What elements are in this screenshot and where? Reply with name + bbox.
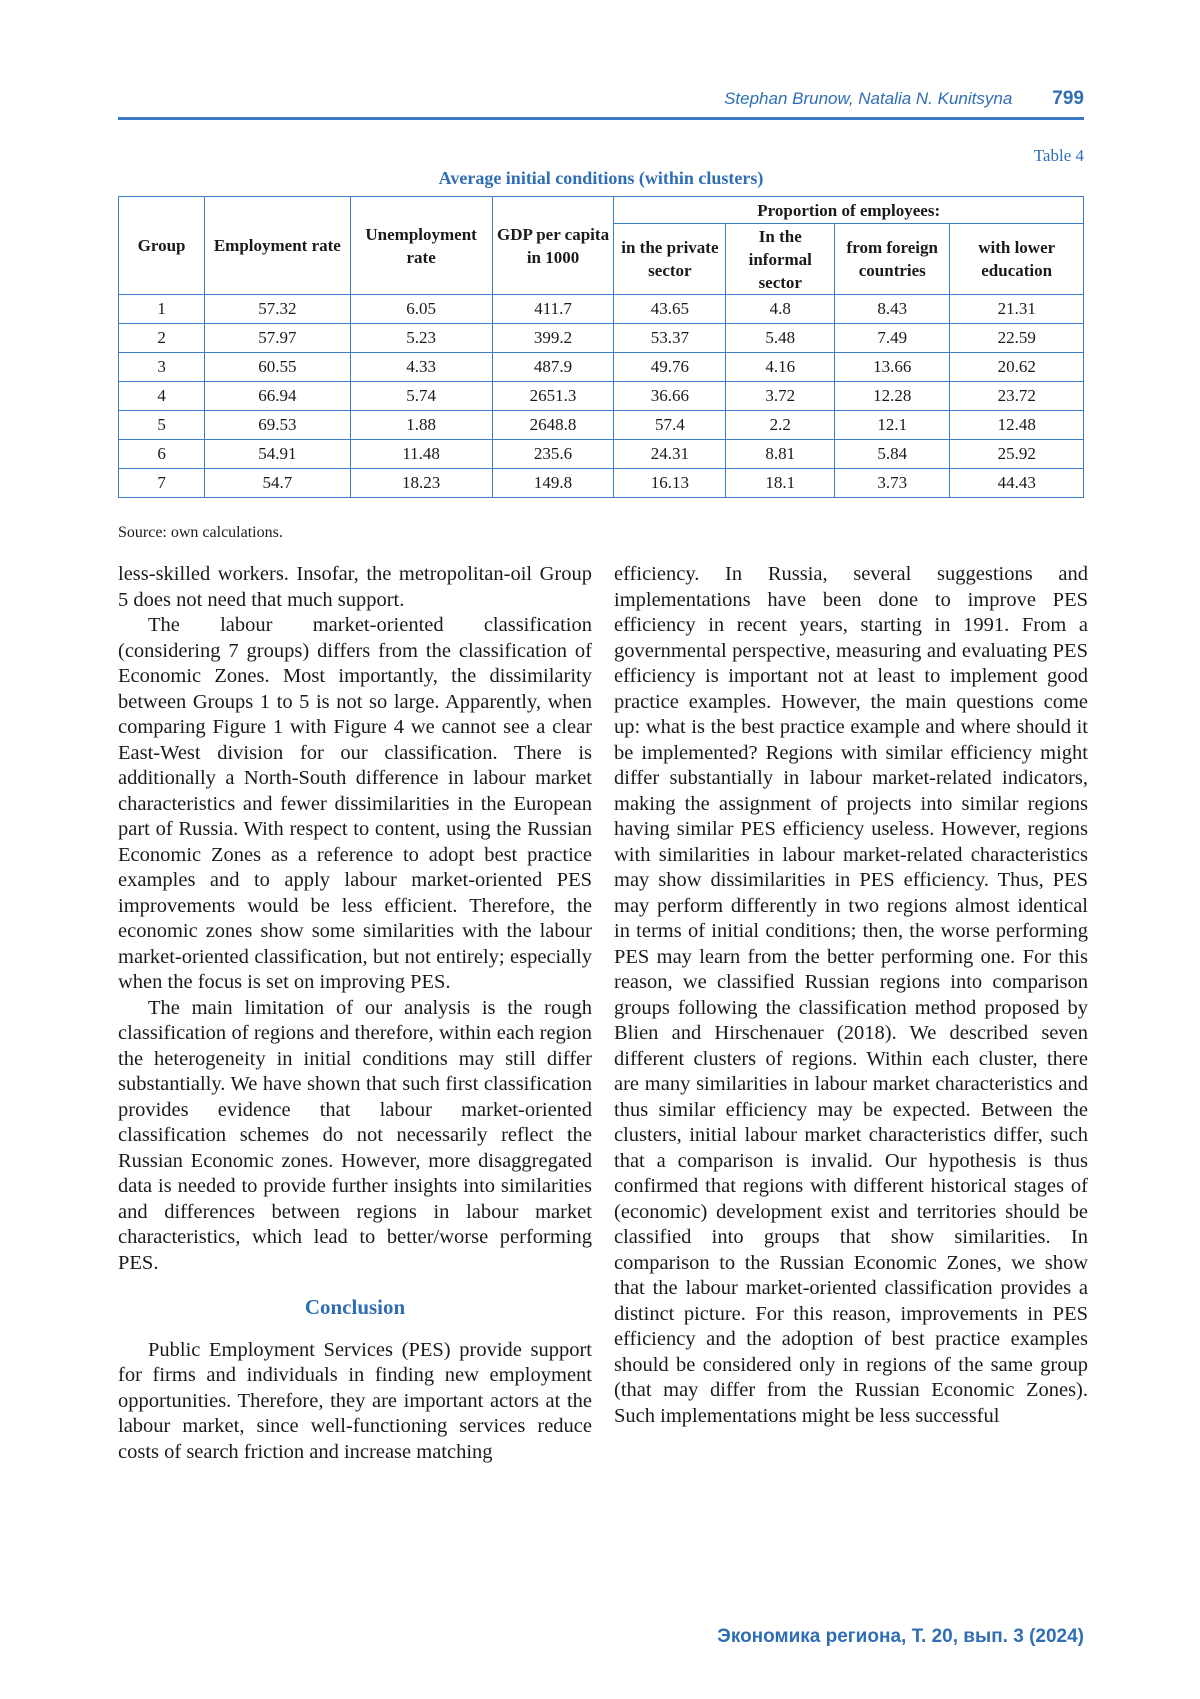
table-cell: 57.97 bbox=[205, 324, 350, 353]
paragraph: efficiency. In Russia, several suggestions and implementations have been done to improve PES efficiency in recent years, starting in 1991. From a governmental perspective, measuring and evaluating PES efficiency is important not at least to implement good practice examples. However, the main questions come up: what is the best practice example and where should it be implemented? Regions with similar efficiency might differ substantially in labour market-related indicators, making the assignment of projects into similar regions having similar PES efficiency useless. However, regions with similarities in labour market-related characteristics may show dissimilarities in PES efficiency. Thus, PES may perform differently in two regions almost identical in terms of initial conditions; then, the worse performing PES may learn from the better performing one. For this reason, we classified Russian regions into comparison groups following the classification method proposed by Blien and Hirschenauer (2018). We described seven different clusters of regions. Within each cluster, there are many similarities in labour market characteristics and thus similar efficiency may be expected. Between the clusters, initial labour market characteristics differ, such that a comparison is invalid. Our hypothesis is thus confirmed that regions with different historical stages of (economic) development exist and territories should be classified into groups that show similarities. In comparison to the Russian Economic Zones, we show that the labour market-oriented classification provides a distinct picture. For this reason, improvements in PES efficiency and the adoption of best practice examples should be considered only in regions of the same group (that may differ from the Russian Economic Zones). Such implementations might be less successful bbox=[614, 563, 1088, 1427]
table-source: Source: own calculations. bbox=[118, 524, 283, 541]
table-cell: 8.43 bbox=[835, 295, 950, 324]
table-cell: 6 bbox=[119, 440, 205, 469]
page-number: 799 bbox=[1052, 88, 1084, 109]
table-cell: 1.88 bbox=[350, 411, 492, 440]
table-cell: 4 bbox=[119, 382, 205, 411]
header-foreign-countries: from foreign countries bbox=[835, 224, 950, 295]
table-cell: 23.72 bbox=[950, 382, 1084, 411]
table-cell: 11.48 bbox=[350, 440, 492, 469]
table-row bbox=[119, 324, 1084, 353]
table-cell: 5.48 bbox=[726, 324, 835, 353]
table-cell: 2.2 bbox=[726, 411, 835, 440]
table-cell: 399.2 bbox=[492, 324, 614, 353]
table-cell: 2648.8 bbox=[492, 411, 614, 440]
table-cell: 3.72 bbox=[726, 382, 835, 411]
table-cell: 4.8 bbox=[726, 295, 835, 324]
table-row bbox=[119, 353, 1084, 382]
table-cell: 36.66 bbox=[614, 382, 726, 411]
paragraph: Public Employment Services (PES) provide support for firms and individuals in finding new employment opportunities. Therefore, they are important actors at the labour market, since well-functioning services reduce costs of search friction and increase matching bbox=[118, 1338, 592, 1463]
table-cell: 54.91 bbox=[205, 440, 350, 469]
table-cell: 18.23 bbox=[350, 469, 492, 498]
table-cell: 16.13 bbox=[614, 469, 726, 498]
journal-footer: Экономика региона, Т. 20, вып. 3 (2024) bbox=[717, 1626, 1084, 1647]
table-cell: 8.81 bbox=[726, 440, 835, 469]
table-cell: 149.8 bbox=[492, 469, 614, 498]
header-authors: Stephan Brunow, Natalia N. Kunitsyna bbox=[724, 89, 1013, 108]
header-gdp-per-capita: GDP per capita in 1000 bbox=[492, 197, 614, 295]
table-cell: 4.16 bbox=[726, 353, 835, 382]
table-cell: 20.62 bbox=[950, 353, 1084, 382]
table-cell: 60.55 bbox=[205, 353, 350, 382]
table-row bbox=[119, 469, 1084, 498]
table-cell: 6.05 bbox=[350, 295, 492, 324]
table-cell: 12.28 bbox=[835, 382, 950, 411]
table-cell: 53.37 bbox=[614, 324, 726, 353]
header-unemployment-rate: Unemployment rate bbox=[350, 197, 492, 295]
table-cell: 4.33 bbox=[350, 353, 492, 382]
table-cell: 2 bbox=[119, 324, 205, 353]
section-heading-conclusion: Conclusion bbox=[304, 1295, 406, 1319]
paragraph: less-skilled workers. Insofar, the metropolitan-oil Group 5 does not need that much support. bbox=[118, 563, 592, 611]
header-rule bbox=[118, 117, 1084, 120]
table-cell: 22.59 bbox=[950, 324, 1084, 353]
table-cell: 3.73 bbox=[835, 469, 950, 498]
header-proportion-of-employees: Proportion of employees: bbox=[614, 197, 1084, 224]
header-informal-sector: In the informal sector bbox=[726, 224, 835, 295]
table-cell: 5 bbox=[119, 411, 205, 440]
table-cell: 7.49 bbox=[835, 324, 950, 353]
table-row bbox=[119, 440, 1084, 469]
table-cell: 44.43 bbox=[950, 469, 1084, 498]
table-body bbox=[119, 295, 1084, 498]
right-column bbox=[614, 562, 1088, 1429]
table-cell: 487.9 bbox=[492, 353, 614, 382]
header-employment-rate: Employment rate bbox=[205, 197, 350, 295]
table-cell: 66.94 bbox=[205, 382, 350, 411]
table-label: Table 4 bbox=[1033, 146, 1084, 165]
header-private-sector: in the private sector bbox=[614, 224, 726, 295]
table-cell: 235.6 bbox=[492, 440, 614, 469]
data-table bbox=[118, 196, 1084, 498]
table-cell: 43.65 bbox=[614, 295, 726, 324]
table-cell: 49.76 bbox=[614, 353, 726, 382]
left-column bbox=[118, 562, 592, 1465]
header-lower-education: with lower education bbox=[950, 224, 1084, 295]
table-cell: 2651.3 bbox=[492, 382, 614, 411]
table-cell: 5.84 bbox=[835, 440, 950, 469]
table-cell: 21.31 bbox=[950, 295, 1084, 324]
table-cell: 25.92 bbox=[950, 440, 1084, 469]
table-cell: 12.48 bbox=[950, 411, 1084, 440]
table-cell: 18.1 bbox=[726, 469, 835, 498]
table-row bbox=[119, 411, 1084, 440]
table-cell: 24.31 bbox=[614, 440, 726, 469]
table-cell: 1 bbox=[119, 295, 205, 324]
table-cell: 411.7 bbox=[492, 295, 614, 324]
table-cell: 57.32 bbox=[205, 295, 350, 324]
paragraph: The main limitation of our analysis is the rough classification of regions and therefore, within each region the heterogeneity in initial conditions may still differ substantially. We have shown that such first classification provides evidence that labour market-oriented classification schemes do not necessarily reflect the Russian Economic zones. However, more disaggregated data is needed to provide further insights into similarities and differences between regions in labour market characteristics, which lead to better/worse performing PES. bbox=[118, 996, 592, 1274]
table-title: Average initial conditions (within clusters) bbox=[438, 168, 764, 188]
running-header bbox=[118, 86, 1084, 112]
table-cell: 7 bbox=[119, 469, 205, 498]
table-cell: 12.1 bbox=[835, 411, 950, 440]
table-cell: 3 bbox=[119, 353, 205, 382]
table-row bbox=[119, 382, 1084, 411]
table-row bbox=[119, 295, 1084, 324]
table-cell: 69.53 bbox=[205, 411, 350, 440]
table-cell: 54.7 bbox=[205, 469, 350, 498]
table-cell: 5.74 bbox=[350, 382, 492, 411]
table-cell: 5.23 bbox=[350, 324, 492, 353]
table-cell: 57.4 bbox=[614, 411, 726, 440]
paragraph: The labour market-oriented classification (considering 7 groups) differs from the classification of Economic Zones. Most importantly, the dissimilarity between Groups 1 to 5 is not so large. Apparently, when comparing Figure 1 with Figure 4 we cannot see a clear East-West division for our classification. There is additionally a North-South difference in labour market characteristics and fewer dissimilarities in the European part of Russia. With respect to content, using the Russian Economic Zones as a reference to adopt best practice examples and to apply labour market-oriented PES improvements would be less efficient. Therefore, the economic zones show some similarities with the labour market-oriented classification, but not entirely; especially when the focus is set on improving PES. bbox=[118, 614, 592, 993]
table-cell: 13.66 bbox=[835, 353, 950, 382]
header-group: Group bbox=[119, 197, 205, 295]
